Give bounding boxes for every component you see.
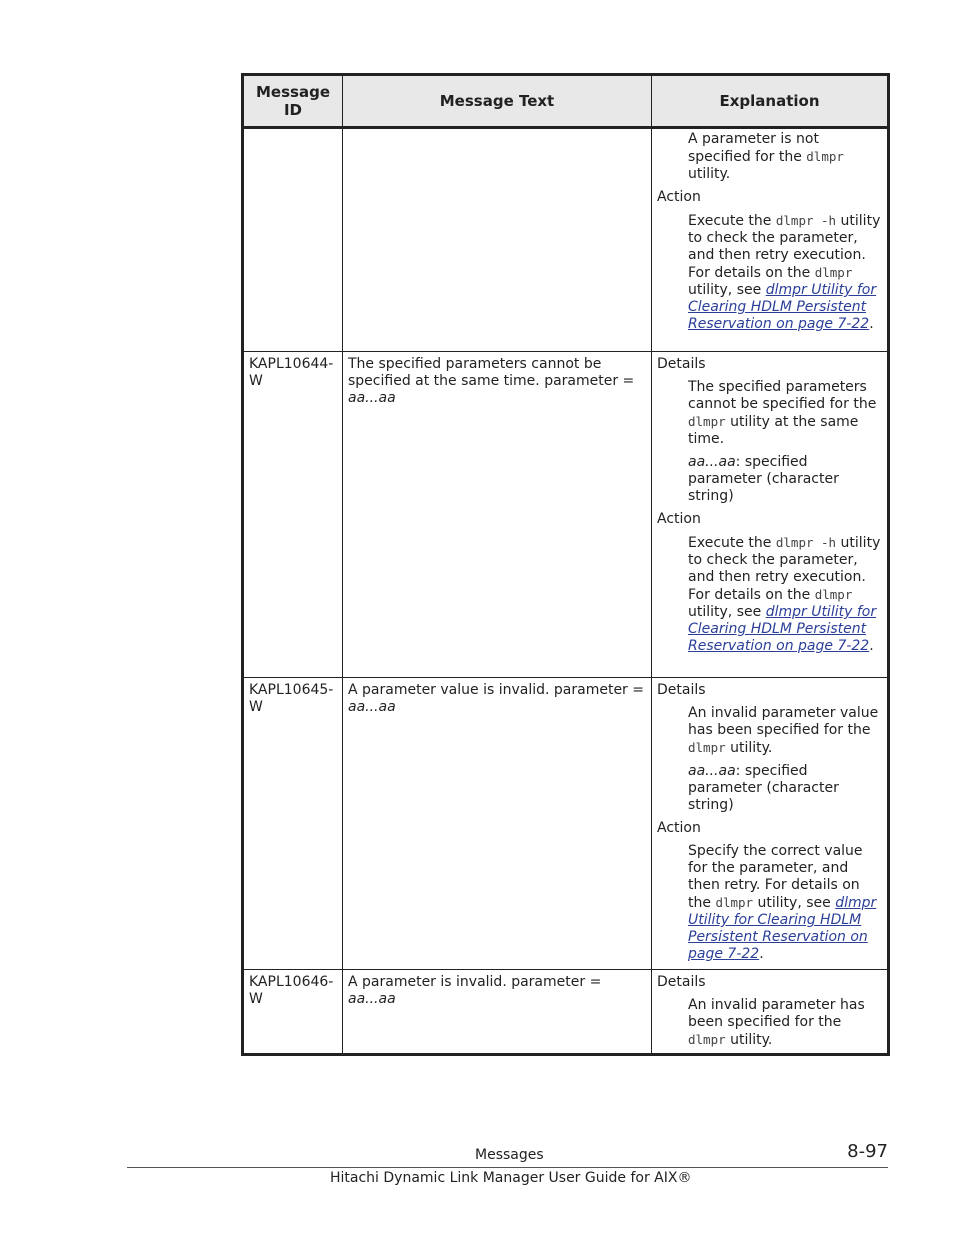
message-text-cell: The specified parameters cannot be specified at the same time. parameter = aa...aa [343,352,652,678]
explanation-cell [652,678,889,970]
details-label: Details [657,356,706,372]
message-id-cell [243,128,343,352]
details-paragraph: The specified parameters cannot be specified for the dlmpr utility at the same time. [688,379,877,447]
message-id-cell: KAPL10644-W [243,352,343,678]
details-paragraph: An invalid parameter has been specified for the dlmpr utility. [688,997,865,1048]
details-variable: aa...aa: specified parameter (character string) [688,763,839,813]
details-variable: aa...aa: specified parameter (character string) [688,454,839,504]
details-label: Details [657,974,706,990]
details-label: Details [657,682,706,698]
message-text-cell: A parameter value is invalid. parameter = aa...aa [343,678,652,970]
explanation-cell [652,352,889,678]
footer-book-title: Hitachi Dynamic Link Manager User Guide for AIX® [330,1170,692,1186]
table-row [243,352,889,678]
message-text-cell [343,128,652,352]
table-row [243,970,889,1055]
action-label: Action [657,820,701,836]
footer-section-title: Messages [475,1147,544,1163]
action-label: Action [657,511,701,527]
details-paragraph: A parameter is not specified for the dlmpr utility. [688,131,844,182]
action-paragraph: Specify the correct value for the parameter, and then retry. For details on the dlmpr utility, see dlmpr Utility for Clearing HDLM Persistent Reservation on page 7-22. [688,843,877,962]
explanation-cell [652,970,889,1055]
messages-table [241,73,890,1056]
table-row [243,128,889,352]
action-label: Action [657,189,701,205]
message-id-cell: KAPL10646-W [243,970,343,1055]
details-paragraph: An invalid parameter value has been specified for the dlmpr utility. [688,705,879,756]
footer-divider [127,1167,888,1168]
header-message-id: Message ID [243,75,343,128]
table-header-row [243,75,889,128]
dlmpr-utility-link[interactable]: dlmpr Utility for Clearing HDLM Persistent Reservation on page 7-22 [688,282,877,332]
header-explanation: Explanation [652,75,889,128]
action-paragraph: Execute the dlmpr -h utility to check the parameter, and then retry execution. For details on the dlmpr utility, see dlmpr Utility for Clearing HDLM Persistent Reservation on page 7-22. [688,535,881,654]
action-paragraph: Execute the dlmpr -h utility to check the parameter, and then retry execution. For details on the dlmpr utility, see dlmpr Utility for Clearing HDLM Persistent Reservation on page 7-22. [688,213,881,332]
table-row [243,678,889,970]
dlmpr-utility-link[interactable]: dlmpr Utility for Clearing HDLM Persistent Reservation on page 7-22 [688,895,877,962]
explanation-cell [652,128,889,352]
page-number: 8-97 [847,1141,888,1162]
header-message-text: Message Text [343,75,652,128]
dlmpr-utility-link[interactable]: dlmpr Utility for Clearing HDLM Persistent Reservation on page 7-22 [688,604,877,654]
message-id-cell: KAPL10645-W [243,678,343,970]
message-text-cell: A parameter is invalid. parameter = aa...aa [343,970,652,1055]
